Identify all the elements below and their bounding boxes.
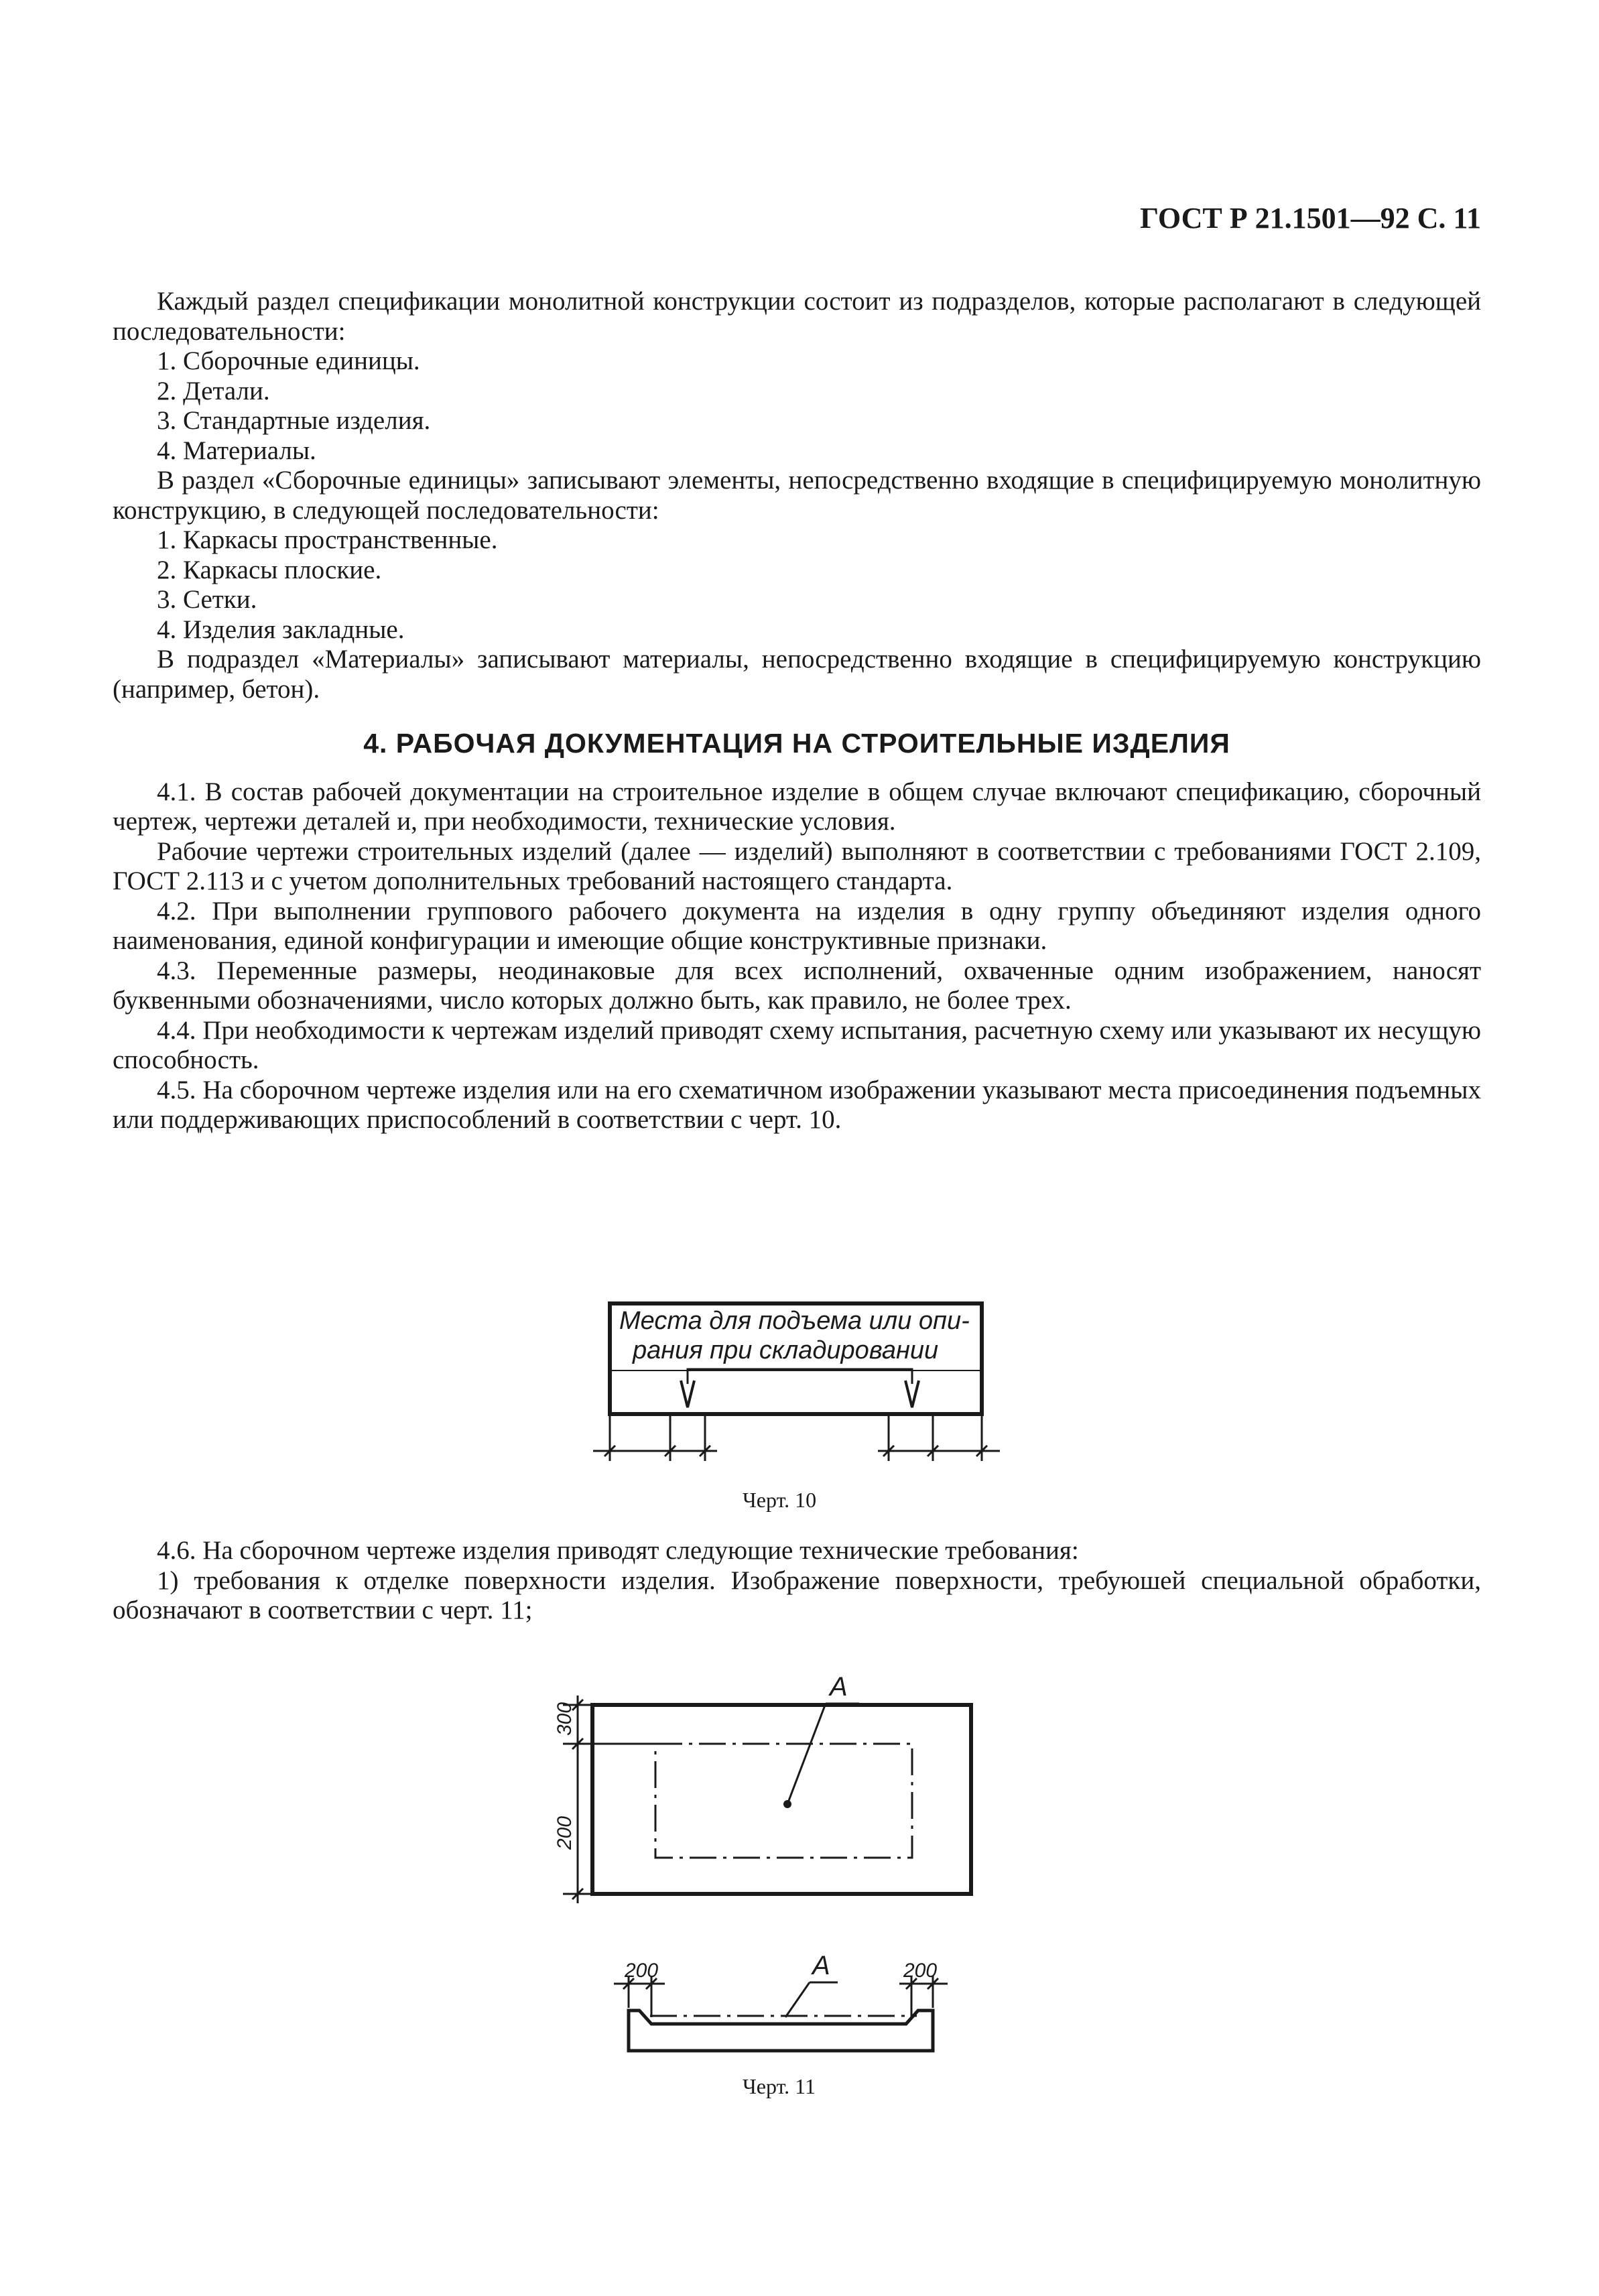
fig11-dim-bottom: 200 [554,1815,576,1850]
figure-11-caption: Черт. 11 [743,2074,816,2098]
paragraph-4-1b: Рабочие чертежи строительных изделий (далее — изделий) выполняют в соответствии с требованиями ГОСТ 2.109, ГОСТ 2.113 и с учетом дополнительных требований настоящего стандарта. [113,836,1481,895]
fig11-vertical-dimensions [563,1696,655,1903]
figure-10-drawing [590,1297,1005,1471]
fig10-leader-line [688,1369,912,1384]
fig11-treated-area [655,1744,912,1858]
assembly-item: 4. Изделия закладные. [157,615,405,644]
paragraph-4-4: 4.4. При необходимости к чертежам изделий приводят схему испытания, расчетную схему или указывают их несущую способность. [113,1015,1481,1074]
page-header: ГОСТ Р 21.1501—92 С. 11 [1139,202,1481,235]
assembly-item: 2. Каркасы плоские. [157,555,382,584]
paragraph-4-2: 4.2. При выполнении группового рабочего документа на изделия в одну группу объединяют изделия одного наименования, единой конфигурации и имеющие общие конструктивные признаки. [113,896,1481,955]
paragraph-4-1: 4.1. В состав рабочей документации на строительное изделие в общем случае включают спецификацию, сборочный чертеж, чертежи деталей и, при необходимости, технические условия. [113,777,1481,836]
paragraph-4-5: 4.5. На сборочном чертеже изделия или на его схематичном изображении указывают места присоединения подъемных или поддерживающих приспособлений в соответствии с черт. 10. [113,1075,1481,1134]
fig11-plan-leader [787,1704,826,1804]
assembly-paragraph: В раздел «Сборочные единицы» записывают элементы, непосредственно входящие в специфицируемую монолитную конструкцию, в следующей последовательности: [113,466,1481,525]
fig11-plan-outline [592,1705,971,1894]
paragraph-4-6-1: 1) требования к отделке поверхности изделия. Изображение поверхности, требуюшей специальной обработки, обозначают в соответствии с черт. 11; [113,1566,1481,1624]
fig11-section-mark: А [812,1951,830,1980]
fig11-dim-right: 200 [903,1960,938,1982]
subsection-item: 1. Сборочные единицы. [157,346,420,375]
document-body [113,287,1481,1135]
fig11-plan-mark: А [830,1672,848,1702]
fig10-label-line2: рания при складировании [633,1336,939,1364]
figure-10-caption: Черт. 10 [743,1488,817,1512]
requirements-block [113,1536,1481,1626]
section4-heading: 4. РАБОЧАЯ ДОКУМЕНТАЦИЯ НА СТРОИТЕЛЬНЫЕ ИЗДЕЛИЯ [363,728,1230,759]
fig10-arrow-right-icon [905,1381,919,1407]
subsection-item: 4. Материалы. [157,436,316,465]
section3-intro: Каждый раздел спецификации монолитной конструкции состоит из подразделов, которые располагают в следующей последовательности: [113,287,1481,346]
fig11-dim-left: 200 [625,1960,659,1982]
paragraph-4-6: 4.6. На сборочном чертеже изделия приводят следующие технические требования: [157,1536,1079,1565]
materials-paragraph: В подраздел «Материалы» записывают материалы, непосредственно входящие в специфицируемую конструкцию (например, бетон). [113,645,1481,704]
paragraph-4-3: 4.3. Переменные размеры, неодинаковые для всех исполнений, охваченные одним изображением, наносят буквенными обозначениями, число которых должно быть, как правило, не более трех. [113,956,1481,1015]
assembly-item: 3. Сетки. [157,585,257,614]
fig10-label-line1: Места для подъема или опи- [619,1307,970,1335]
fig11-dim-top: 300 [554,1702,576,1736]
assembly-item: 1. Каркасы пространственные. [157,525,498,554]
subsection-item: 2. Детали. [157,376,270,405]
fig10-dimension-lines [593,1416,1000,1461]
figure-11-drawing [550,1649,1032,2064]
fig10-arrow-left-icon [681,1381,694,1407]
fig11-leader-dot [783,1800,791,1808]
fig11-section-view [614,1976,948,2051]
subsection-item: 3. Стандартные изделия. [157,406,431,435]
